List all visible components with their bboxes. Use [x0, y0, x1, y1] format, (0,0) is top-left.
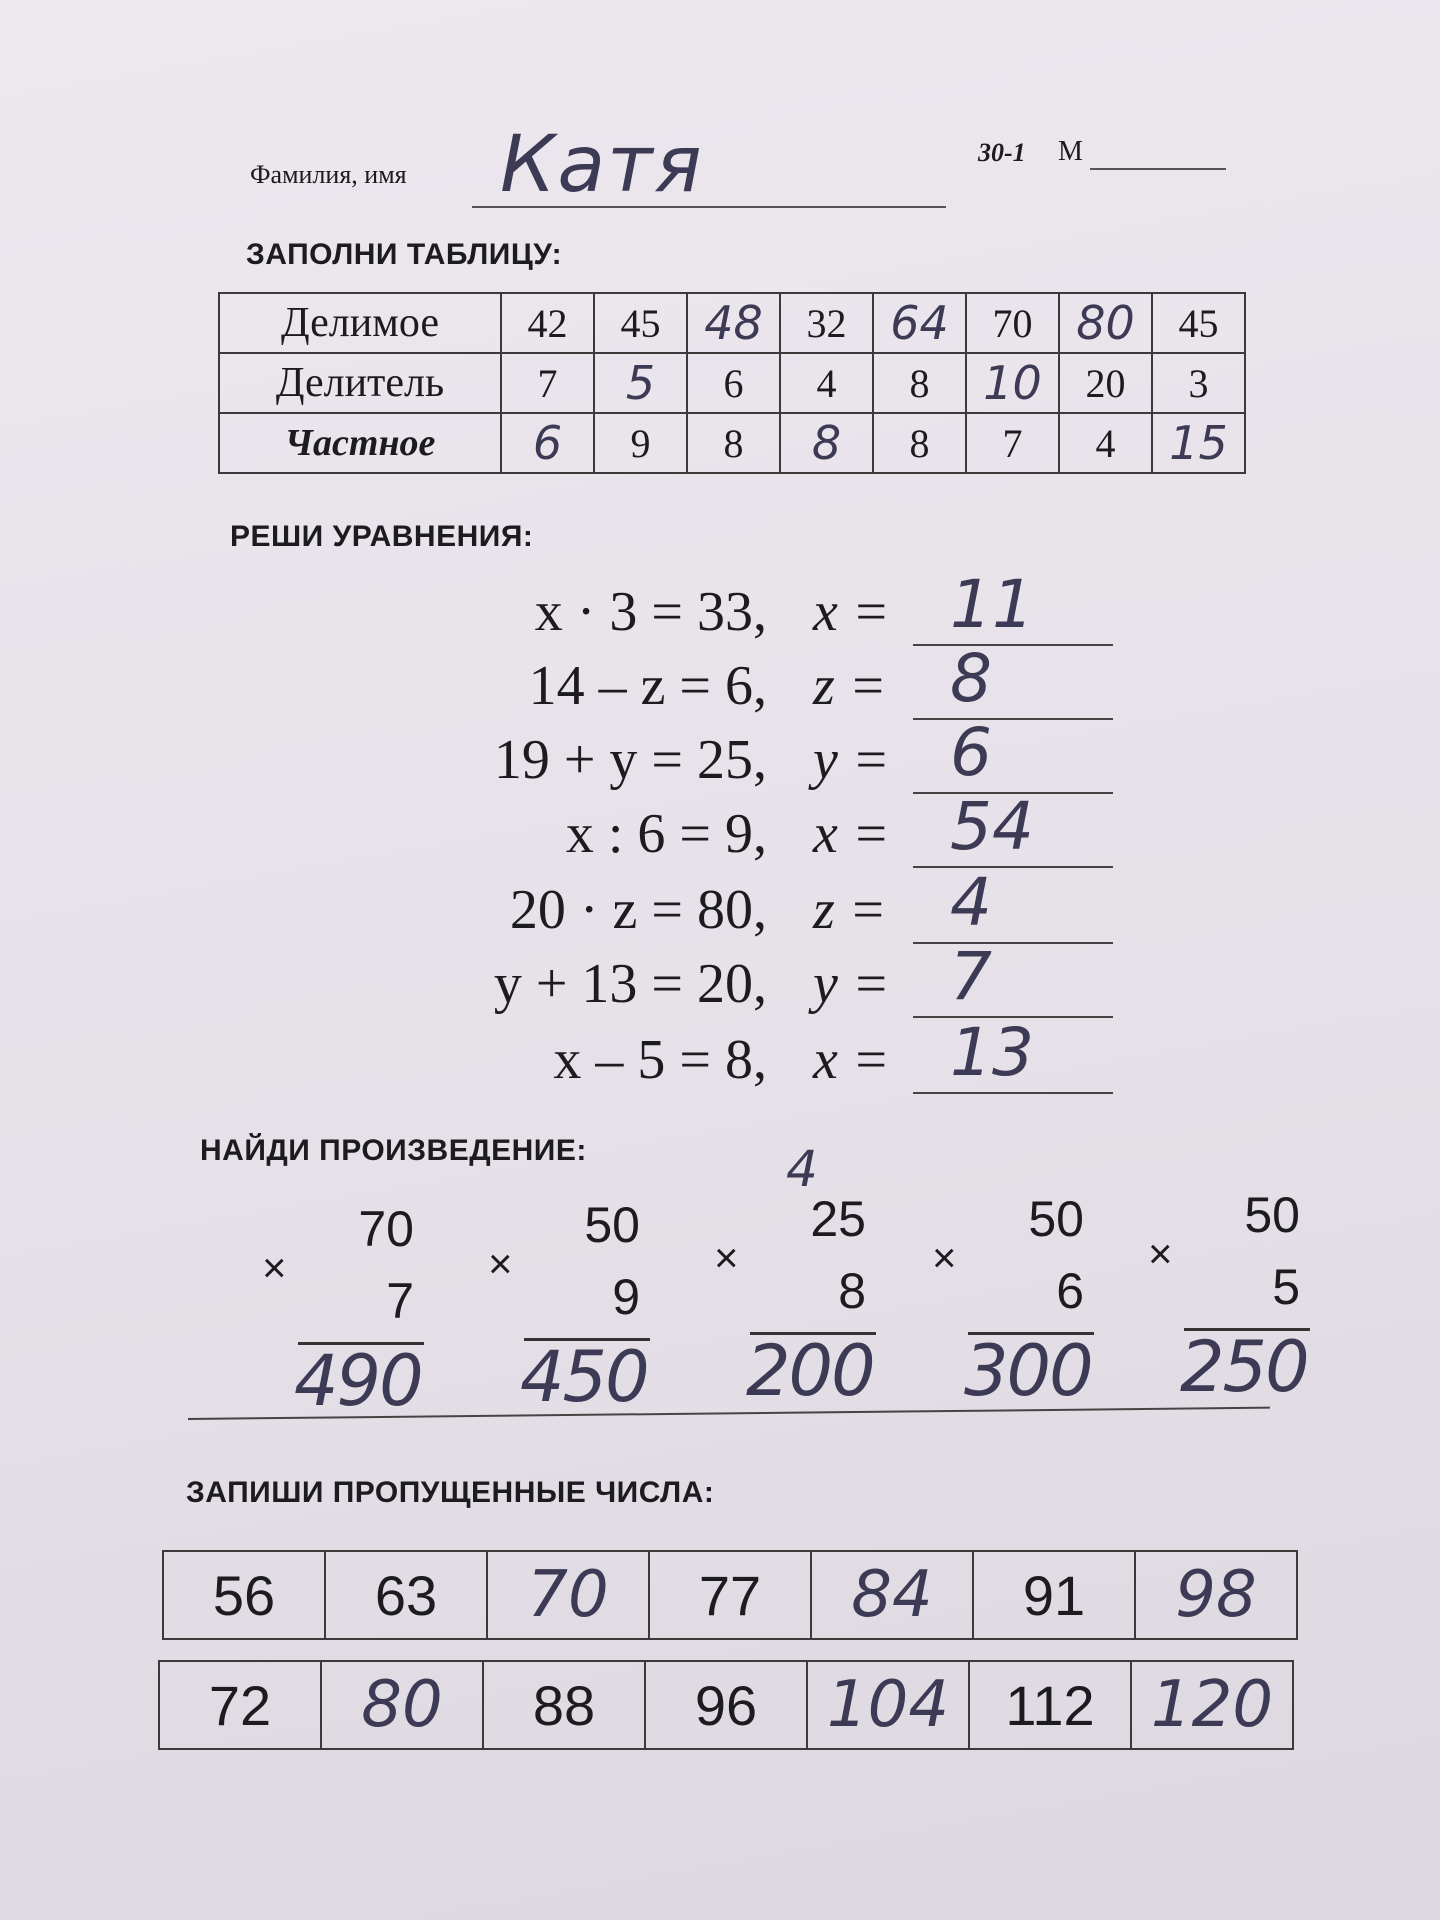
- factor-top: 50: [584, 1197, 640, 1253]
- handwritten-answer: 15: [1169, 416, 1228, 470]
- handwritten-answer: 54: [950, 788, 1034, 865]
- table-cell: [966, 413, 1059, 473]
- equation-text: 20 · z = 80,: [509, 879, 767, 941]
- factor-bottom: 9: [612, 1269, 640, 1325]
- multiplication-problem: [1148, 1186, 1310, 1408]
- handwritten-answer: 8: [950, 640, 992, 717]
- equation-text: x · 3 = 33,: [534, 581, 767, 643]
- table-cell: [969, 1661, 1131, 1749]
- table-row: [219, 293, 1245, 353]
- cell-value: 72: [208, 1673, 272, 1737]
- table-row: [159, 1661, 1293, 1749]
- cell-value: 45: [620, 300, 661, 346]
- handwritten-answer: 5: [625, 356, 656, 410]
- table-cell: [649, 1551, 811, 1639]
- table-cell: [1152, 293, 1245, 353]
- table-cell: [594, 293, 687, 353]
- answer-line: [913, 1092, 1113, 1094]
- equation-variable: x =: [813, 803, 890, 865]
- cell-value: 7: [1002, 420, 1023, 466]
- equation-text: 14 – z = 6,: [528, 655, 767, 717]
- section-title-equations: РЕШИ УРАВНЕНИЯ:: [230, 520, 534, 553]
- handwritten-answer: 64: [890, 296, 949, 350]
- equation-text: y + 13 = 20,: [493, 953, 767, 1015]
- carry-note: 4: [786, 1140, 818, 1198]
- handwritten-answer: 6: [532, 416, 563, 470]
- handwritten-answer: 13: [950, 1014, 1034, 1091]
- name-handwritten: Катя: [500, 120, 704, 210]
- handwritten-answer: 200: [746, 1330, 874, 1412]
- cell-value: 6: [723, 360, 744, 406]
- equation-row: [0, 788, 1440, 874]
- multiply-sign: ×: [932, 1234, 957, 1281]
- factor-bottom: 8: [838, 1263, 866, 1319]
- factor-top: 70: [358, 1201, 414, 1257]
- table-cell: [159, 1661, 321, 1749]
- answer-line: [913, 942, 1113, 944]
- cell-value: 45: [1178, 300, 1219, 346]
- table-cell: [873, 293, 966, 353]
- sequence-table-2: [158, 1660, 1294, 1750]
- handwritten-answer: 6: [950, 714, 992, 791]
- table-cell: [687, 353, 780, 413]
- table-cell: [807, 1661, 969, 1749]
- cell-value: 77: [698, 1563, 762, 1627]
- cell-value: 32: [806, 300, 847, 346]
- factor-top: 50: [1244, 1187, 1300, 1243]
- table-cell: [1059, 413, 1152, 473]
- handwritten-answer: 98: [1175, 1558, 1257, 1632]
- row-header: Делимое: [219, 293, 501, 353]
- handwritten-answer: 300: [964, 1330, 1092, 1412]
- equation-variable: y =: [813, 953, 890, 1015]
- multiplication-problem: [714, 1140, 876, 1412]
- table-cell: [687, 413, 780, 473]
- handwritten-answer: 11: [950, 566, 1034, 643]
- equation-row: [0, 714, 1440, 800]
- answer-line: [913, 718, 1113, 720]
- factor-bottom: 5: [1272, 1259, 1300, 1315]
- table-cell: [1059, 293, 1152, 353]
- equation-row: [0, 938, 1440, 1024]
- multiplication-problem: [932, 1190, 1094, 1412]
- handwritten-answer: 7: [950, 938, 992, 1015]
- cell-value: 63: [374, 1563, 438, 1627]
- answer-line: [913, 866, 1113, 868]
- cell-value: 70: [992, 300, 1033, 346]
- cell-value: 42: [527, 300, 568, 346]
- table-cell: [1131, 1661, 1293, 1749]
- cell-value: 3: [1188, 360, 1209, 406]
- equation-text: x : 6 = 9,: [565, 803, 767, 865]
- cell-value: 8: [723, 420, 744, 466]
- table-cell: [966, 293, 1059, 353]
- table-cell: [1059, 353, 1152, 413]
- table-row: [219, 413, 1245, 473]
- handwritten-answer: 80: [1076, 296, 1135, 350]
- table-cell: [501, 353, 594, 413]
- multiplication-problem: [488, 1196, 650, 1418]
- handwritten-answer: 120: [1150, 1668, 1274, 1742]
- multiply-sign: ×: [714, 1234, 739, 1281]
- section-title-products: НАЙДИ ПРОИЗВЕДЕНИЕ:: [200, 1134, 587, 1167]
- equation-variable: z =: [813, 655, 887, 717]
- multiply-sign: ×: [488, 1240, 513, 1287]
- handwritten-answer: 104: [826, 1668, 950, 1742]
- multiply-sign: ×: [1148, 1230, 1173, 1277]
- cell-value: 91: [1022, 1563, 1086, 1627]
- table-cell: [645, 1661, 807, 1749]
- factor-bottom: 6: [1056, 1263, 1084, 1319]
- equation-variable: x =: [813, 1029, 890, 1091]
- table-cell: [1152, 413, 1245, 473]
- table-cell: [321, 1661, 483, 1749]
- worksheet-code-suffix: М: [1058, 136, 1083, 167]
- cell-value: 96: [694, 1673, 758, 1737]
- table-cell: [873, 413, 966, 473]
- section-title-table: ЗАПОЛНИ ТАБЛИЦУ:: [246, 238, 563, 271]
- cell-value: 4: [816, 360, 837, 406]
- cell-value: 8: [909, 360, 930, 406]
- equation-row: [0, 640, 1440, 726]
- table-cell: [163, 1551, 325, 1639]
- table-cell: [687, 293, 780, 353]
- table-cell: [487, 1551, 649, 1639]
- handwritten-answer: 84: [851, 1558, 933, 1632]
- factor-bottom: 7: [386, 1273, 414, 1329]
- table-cell: [483, 1661, 645, 1749]
- handwritten-answer: 450: [520, 1336, 648, 1418]
- table-cell: [594, 353, 687, 413]
- cell-value: 20: [1085, 360, 1126, 406]
- handwritten-answer: 490: [294, 1340, 422, 1422]
- cell-value: 9: [630, 420, 651, 466]
- table-cell: [501, 413, 594, 473]
- table-cell: [973, 1551, 1135, 1639]
- cell-value: 56: [212, 1563, 276, 1627]
- row-header: Частное: [219, 413, 501, 473]
- cell-value: 8: [909, 420, 930, 466]
- cell-value: 112: [1005, 1673, 1095, 1737]
- table-cell: [780, 353, 873, 413]
- name-label: Фамилия, имя: [250, 160, 407, 189]
- table-cell: [325, 1551, 487, 1639]
- table-cell: [780, 293, 873, 353]
- handwritten-answer: 250: [1180, 1326, 1308, 1408]
- cell-value: 7: [537, 360, 558, 406]
- handwritten-answer: 8: [811, 416, 842, 470]
- table-cell: [966, 353, 1059, 413]
- equation-variable: x =: [813, 581, 890, 643]
- multiplication-problem: [262, 1200, 424, 1422]
- table-row: [219, 353, 1245, 413]
- row-header: Делитель: [219, 353, 501, 413]
- cell-value: 88: [532, 1673, 596, 1737]
- equation-text: 19 + y = 25,: [493, 729, 767, 791]
- handwritten-answer: 80: [361, 1668, 443, 1742]
- multiply-sign: ×: [262, 1244, 287, 1291]
- sequence-table-1: [162, 1550, 1298, 1640]
- equation-variable: z =: [813, 879, 887, 941]
- equation-variable: y =: [813, 729, 890, 791]
- code-line: [1090, 168, 1226, 170]
- equation-row: [0, 1014, 1440, 1100]
- factor-top: 50: [1028, 1191, 1084, 1247]
- equation-row: [0, 566, 1440, 652]
- handwritten-answer: 4: [950, 864, 992, 941]
- handwritten-answer: 10: [983, 356, 1042, 410]
- factor-top: 25: [810, 1191, 866, 1247]
- handwritten-answer: 48: [704, 296, 763, 350]
- table-cell: [780, 413, 873, 473]
- table-cell: [1152, 353, 1245, 413]
- table-cell: [1135, 1551, 1297, 1639]
- table-cell: [501, 293, 594, 353]
- handwritten-answer: 70: [527, 1558, 609, 1632]
- worksheet-code: 30-1: [978, 138, 1026, 167]
- answer-line: [913, 644, 1113, 646]
- equation-row: [0, 864, 1440, 950]
- division-table: [218, 292, 1246, 474]
- table-cell: [811, 1551, 973, 1639]
- table-cell: [873, 353, 966, 413]
- cell-value: 4: [1095, 420, 1116, 466]
- table-cell: [594, 413, 687, 473]
- equation-text: x – 5 = 8,: [553, 1029, 767, 1091]
- table-row: [163, 1551, 1297, 1639]
- section-title-missing: ЗАПИШИ ПРОПУЩЕННЫЕ ЧИСЛА:: [186, 1476, 715, 1509]
